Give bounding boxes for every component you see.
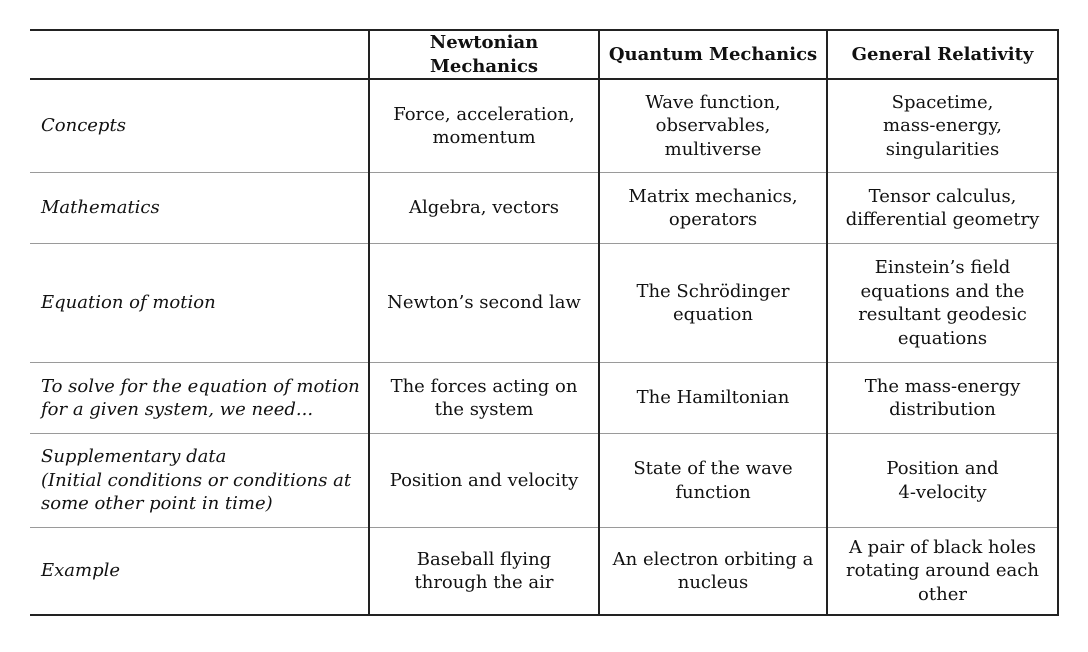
- cell-newtonian-mathematics: Algebra, vectors: [369, 173, 599, 244]
- cell-quantum-supplementary: State of the wave function: [599, 434, 827, 528]
- cell-quantum-equation: The Schrödinger equation: [599, 244, 827, 363]
- row-label-concepts: Concepts: [30, 79, 369, 173]
- cell-newtonian-concepts: Force, acceleration, momentum: [369, 79, 599, 173]
- table-row-supplementary-data: [30, 434, 1058, 528]
- header-quantum-mechanics: Quantum Mechanics: [599, 30, 827, 79]
- cell-relativity-concepts: Spacetime, mass-energy, singularities: [827, 79, 1058, 173]
- row-label-example: Example: [30, 528, 369, 616]
- cell-quantum-to-solve: The Hamiltonian: [599, 363, 827, 434]
- table-row-example: [30, 528, 1058, 616]
- row-label-supplementary-data: Supplementary data (Initial conditions or conditions at some other point in time): [30, 434, 369, 528]
- row-label-to-solve: To solve for the equation of motion for a given system, we need...: [30, 363, 369, 434]
- cell-relativity-equation: Einstein’s field equations and the resultant geodesic equations: [827, 244, 1058, 363]
- cell-newtonian-example: Baseball flying through the air: [369, 528, 599, 616]
- header-row: [30, 30, 1058, 79]
- table-row-concepts: [30, 79, 1058, 173]
- cell-relativity-supplementary: Position and 4-velocity: [827, 434, 1058, 528]
- cell-quantum-mathematics: Matrix mechanics, operators: [599, 173, 827, 244]
- cell-newtonian-equation: Newton’s second law: [369, 244, 599, 363]
- cell-relativity-mathematics: Tensor calculus, differential geometry: [827, 173, 1058, 244]
- row-label-equation-of-motion: Equation of motion: [30, 244, 369, 363]
- table-row-mathematics: [30, 173, 1058, 244]
- cell-newtonian-supplementary: Position and velocity: [369, 434, 599, 528]
- cell-relativity-to-solve: The mass-energy distribution: [827, 363, 1058, 434]
- cell-newtonian-to-solve: The forces acting on the system: [369, 363, 599, 434]
- header-newtonian-mechanics: Newtonian Mechanics: [369, 30, 599, 79]
- comparison-table: [30, 29, 1059, 616]
- table-row-equation-of-motion: [30, 244, 1058, 363]
- table-row-to-solve: [30, 363, 1058, 434]
- header-empty-cell: [30, 30, 369, 79]
- cell-relativity-example: A pair of black holes rotating around each other: [827, 528, 1058, 616]
- cell-quantum-example: An electron orbiting a nucleus: [599, 528, 827, 616]
- header-general-relativity: General Relativity: [827, 30, 1058, 79]
- row-label-mathematics: Mathematics: [30, 173, 369, 244]
- cell-quantum-concepts: Wave function, observables, multiverse: [599, 79, 827, 173]
